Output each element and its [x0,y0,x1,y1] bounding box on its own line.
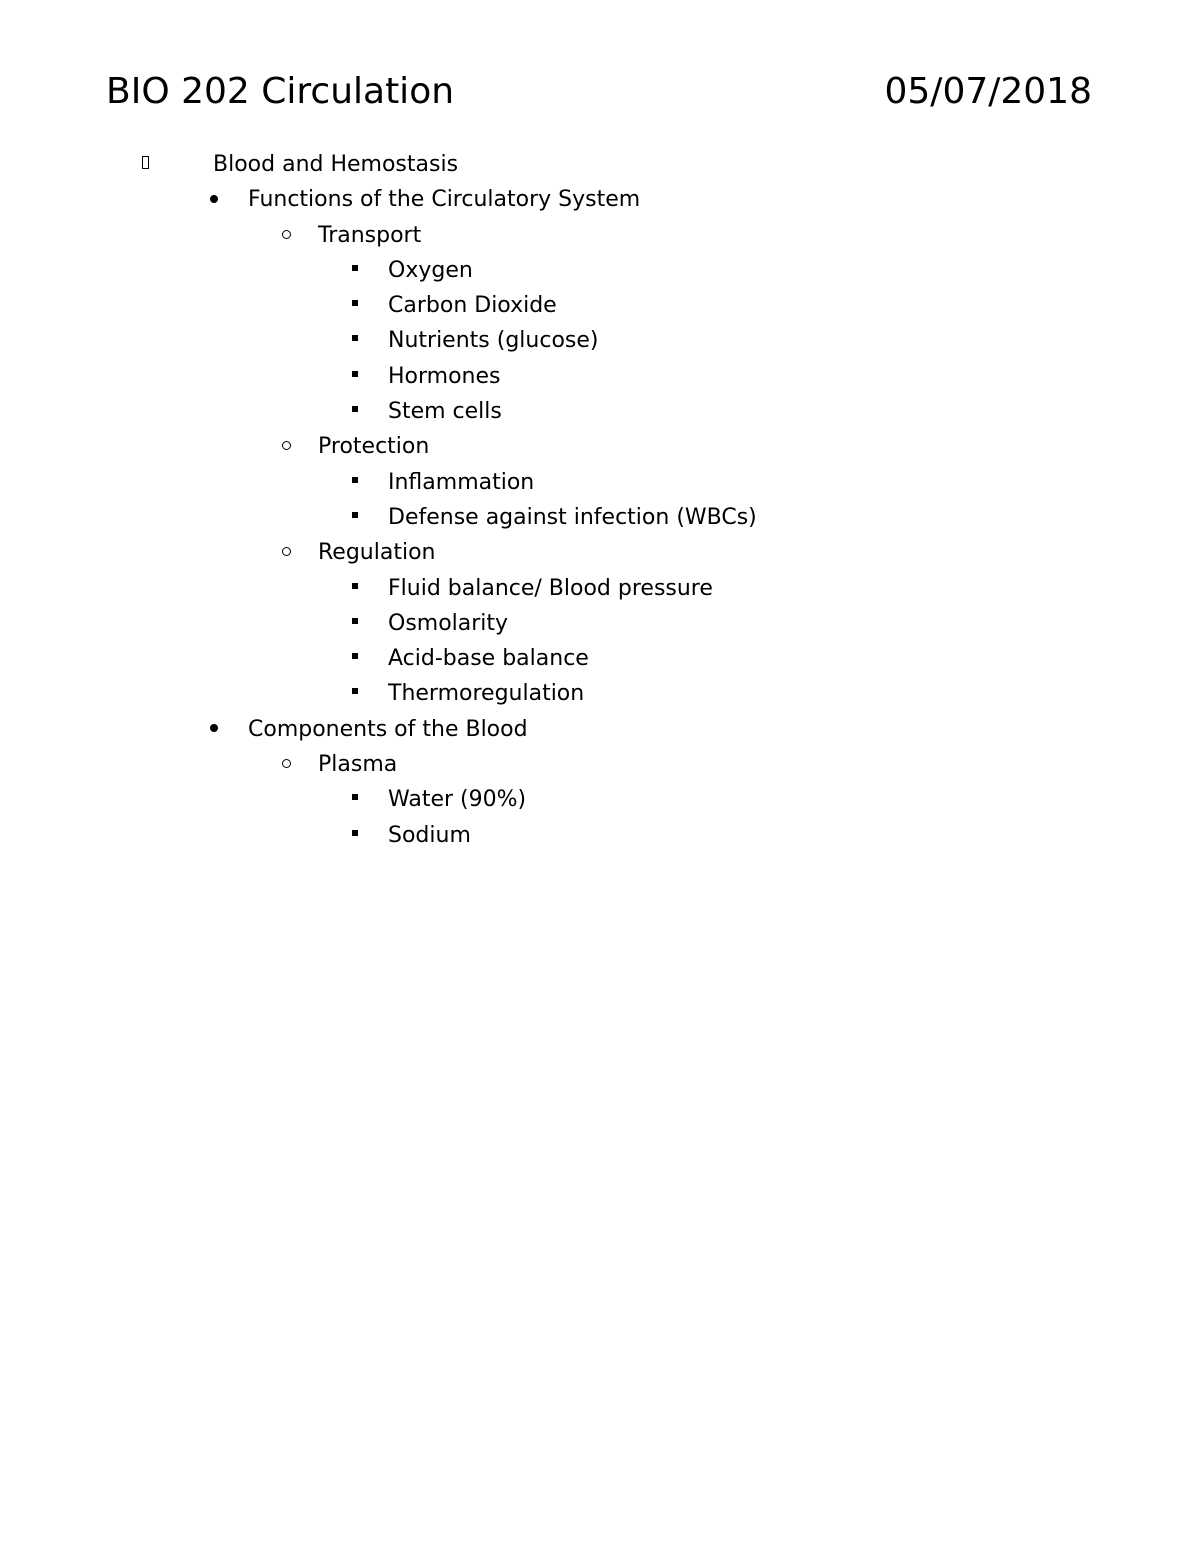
bullet-square-icon [352,641,358,676]
list-item [0,500,1200,535]
bullet-square-icon [352,676,358,711]
list-item-text: Nutrients (glucose) [388,328,599,354]
bullet-square-icon [352,465,358,500]
list-item [0,465,1200,500]
list-item [0,571,1200,606]
list-item [0,253,1200,288]
list-item [0,394,1200,429]
list-item [0,818,1200,853]
list-item [0,429,1200,464]
list-item [0,288,1200,323]
bullet-square-icon [352,288,358,323]
bullet-square-icon [352,782,358,817]
list-item [0,606,1200,641]
list-item-text: Stem cells [388,399,502,425]
bullet-dot-icon [210,182,218,217]
list-item-text: Sodium [388,822,471,848]
list-item [0,676,1200,711]
list-item-text: Protection [318,434,430,460]
list-item-text: Carbon Dioxide [388,293,557,319]
missing-glyph-icon [142,147,149,182]
list-item-text: Plasma [318,752,398,778]
bullet-square-icon [352,253,358,288]
bullet-square-icon [352,606,358,641]
bullet-square-icon [352,323,358,358]
list-item-text: Fluid balance/ Blood pressure [388,575,713,601]
list-item [0,323,1200,358]
list-item-text: Components of the Blood [248,716,528,742]
list-item-text: Functions of the Circulatory System [248,187,641,213]
list-item [0,218,1200,253]
list-item-text: Oxygen [388,257,473,283]
list-item [0,147,1200,182]
list-item [0,712,1200,747]
date-text: 05/07/2018 [884,71,1092,112]
bullet-dot-icon [210,712,218,747]
list-item-text: Water (90%) [388,787,527,813]
bullet-square-icon [352,359,358,394]
list-item-text: Acid-base balance [388,646,589,672]
list-item [0,182,1200,217]
bullet-square-icon [352,394,358,429]
list-item [0,747,1200,782]
bullet-circle-icon [282,429,291,464]
list-item [0,359,1200,394]
notes-outline [0,147,1200,853]
bullet-square-icon [352,818,358,853]
page-title: BIO 202 Circulation [106,71,455,112]
list-item-text: Inflammation [388,469,535,495]
bullet-circle-icon [282,535,291,570]
list-item-text: Defense against infection (WBCs) [388,504,757,530]
list-item-text: Blood and Hemostasis [213,152,459,177]
list-item-text: Hormones [388,363,501,389]
bullet-circle-icon [282,218,291,253]
list-item [0,535,1200,570]
bullet-square-icon [352,571,358,606]
list-item-text: Regulation [318,540,436,566]
bullet-circle-icon [282,747,291,782]
list-item-text: Transport [318,222,422,248]
list-item-text: Osmolarity [388,610,509,636]
bullet-square-icon [352,500,358,535]
list-item [0,641,1200,676]
list-item-text: Thermoregulation [388,681,585,707]
list-item [0,782,1200,817]
